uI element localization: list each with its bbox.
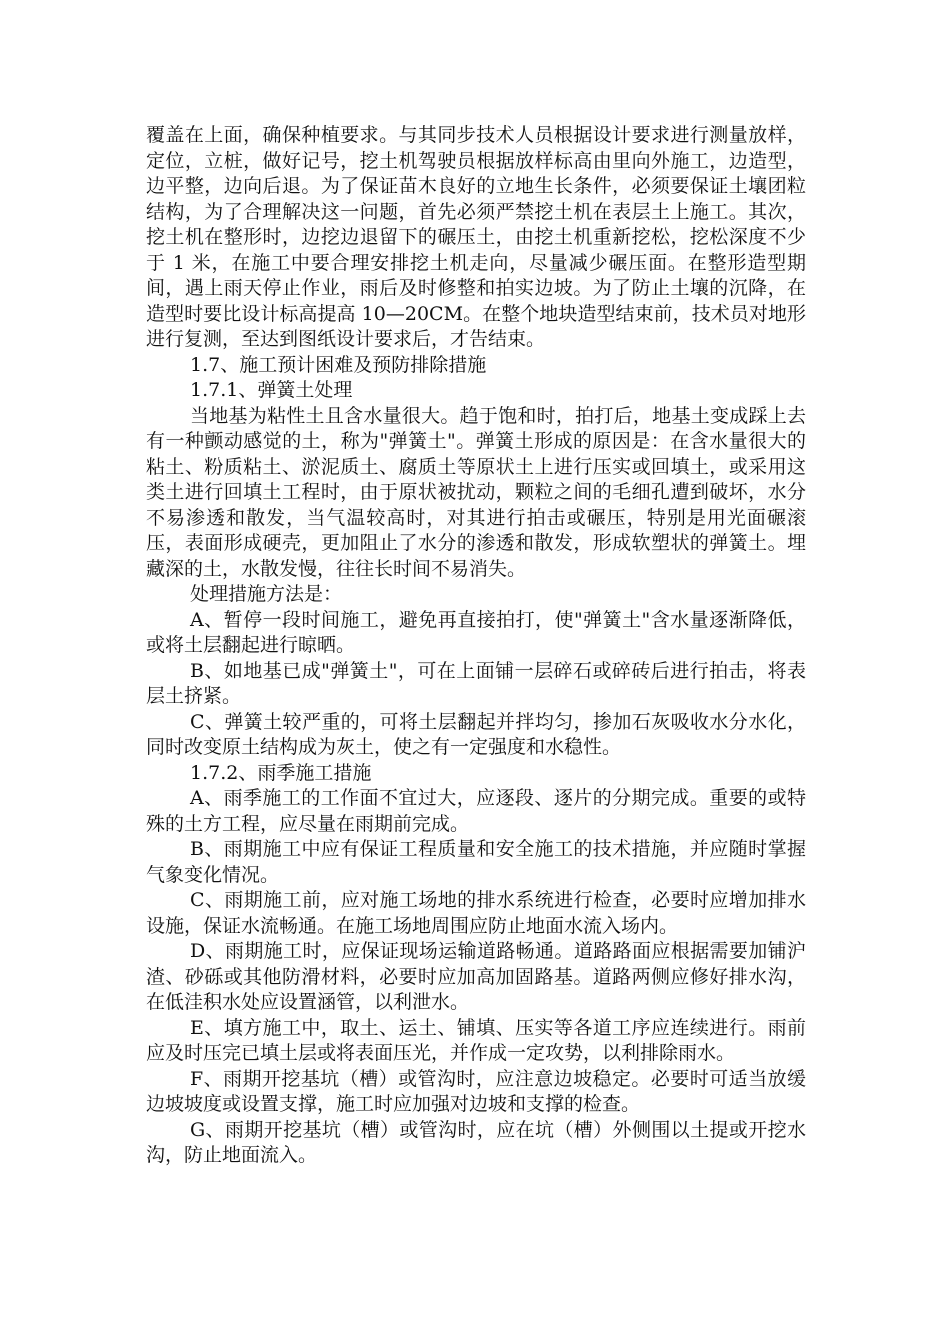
heading-section-1-7: 1.7、施工预计困难及预防排除措施	[190, 353, 487, 376]
list-item-rain-b: B、雨期施工中应有保证工程质量和安全施工的技术措施，并应随时掌握气象变化情况。	[146, 838, 806, 886]
list-item-treatment-b: B、如地基已成"弹簧土"，可在上面铺一层碎石或碎砖后进行拍击，将表层土挤紧。	[146, 659, 806, 707]
list-item-rain-c: C、雨期施工前，应对施工场地的排水系统进行检查，必要时应增加排水设施，保证水流畅通。在施工场地周围应防止地面水流入场内。	[146, 889, 806, 937]
heading-section-1-7-2: 1.7.2、雨季施工措施	[190, 761, 372, 784]
list-item-rain-a: A、雨季施工的工作面不宜过大，应逐段、逐片的分期完成。重要的或特殊的土方工程，应尽量在雨期前完成。	[146, 787, 806, 835]
paragraph-treatment-intro: 处理措施方法是：	[190, 583, 343, 605]
heading-section-1-7-1: 1.7.1、弹簧土处理	[190, 379, 353, 401]
list-item-rain-e: E、填方施工中，取土、运土、铺填、压实等各道工序应连续进行。雨前应及时压完已填土层或将表面压光，并作成一定攻势，以利排除雨水。	[146, 1016, 806, 1064]
list-item-rain-f: F、雨期开挖基坑（槽）或管沟时，应注意边坡稳定。必要时可适当放缓边坡坡度或设置支撑，施工时应加强对边坡和支撑的检查。	[146, 1067, 806, 1115]
list-item-rain-g: G、雨期开挖基坑（槽）或管沟时，应在坑（槽）外侧围以土提或开挖水沟，防止地面流入。	[146, 1118, 806, 1166]
paragraph-earthwork-shaping: 覆盖在上面，确保种植要求。与其同步技术人员根据设计要求进行测量放样，定位，立桩，做好记号，挖土机驾驶员根据放样标高由里向外施工，边造型，边平整，边向后退。为了保证苗木良好的立地生长条件，必须要保证土壤团粒结构，为了合理解决这一问题，首先必须严禁挖土机在表层土上施工。其次，挖土机在整形时，边挖边退留下的碾压土，由挖土机重新挖松，挖松深度不少于 1 米，在施工中要合理安排挖土机走向，尽量减少碾压面。在整形造型期间，遇上雨天停止作业，雨后及时修整和拍实边坡。为了防止土壤的沉降，在造型时要比设计标高提高 10—20CM。在整个地块造型结束前，技术员对地形进行复测，至达到图纸设计要求后，才告结束。	[146, 124, 806, 350]
list-item-treatment-c: C、弹簧土较严重的，可将土层翻起并拌均匀，掺加石灰吸收水分水化，同时改变原土结构成为灰土，使之有一定强度和水稳性。	[146, 710, 806, 758]
paragraph-spring-soil-definition: 当地基为粘性土且含水量很大。趋于饱和时，拍打后，地基土变成踩上去有一种颤动感觉的土，称为"弹簧土"。弹簧土形成的原因是：在含水量很大的粘土、粉质粘土、淤泥质土、腐质土等原状土上进行压实或回填土，或采用这类土进行回填土工程时，由于原状被扰动，颗粒之间的毛细孔遭到破坏，水分不易渗透和散发，当气温较高时，对其进行拍击或碾压，特别是用光面碾滚压，表面形成硬壳，更加阻止了水分的渗透和散发，形成软塑状的弹簧土。埋藏深的土，水散发慢，往往长时间不易消失。	[146, 404, 806, 580]
list-item-rain-d: D、雨期施工时，应保证现场运输道路畅通。道路路面应根据需要加铺沪渣、砂砾或其他防滑材料，必要时应加高加固路基。道路两侧应修好排水沟，在低洼积水处应设置涵管，以利泄水。	[146, 940, 806, 1013]
document-page	[146, 123, 806, 1169]
list-item-treatment-a: A、暂停一段时间施工，避免再直接拍打，使"弹簧土"含水量逐渐降低，或将土层翻起进行晾晒。	[146, 608, 806, 656]
